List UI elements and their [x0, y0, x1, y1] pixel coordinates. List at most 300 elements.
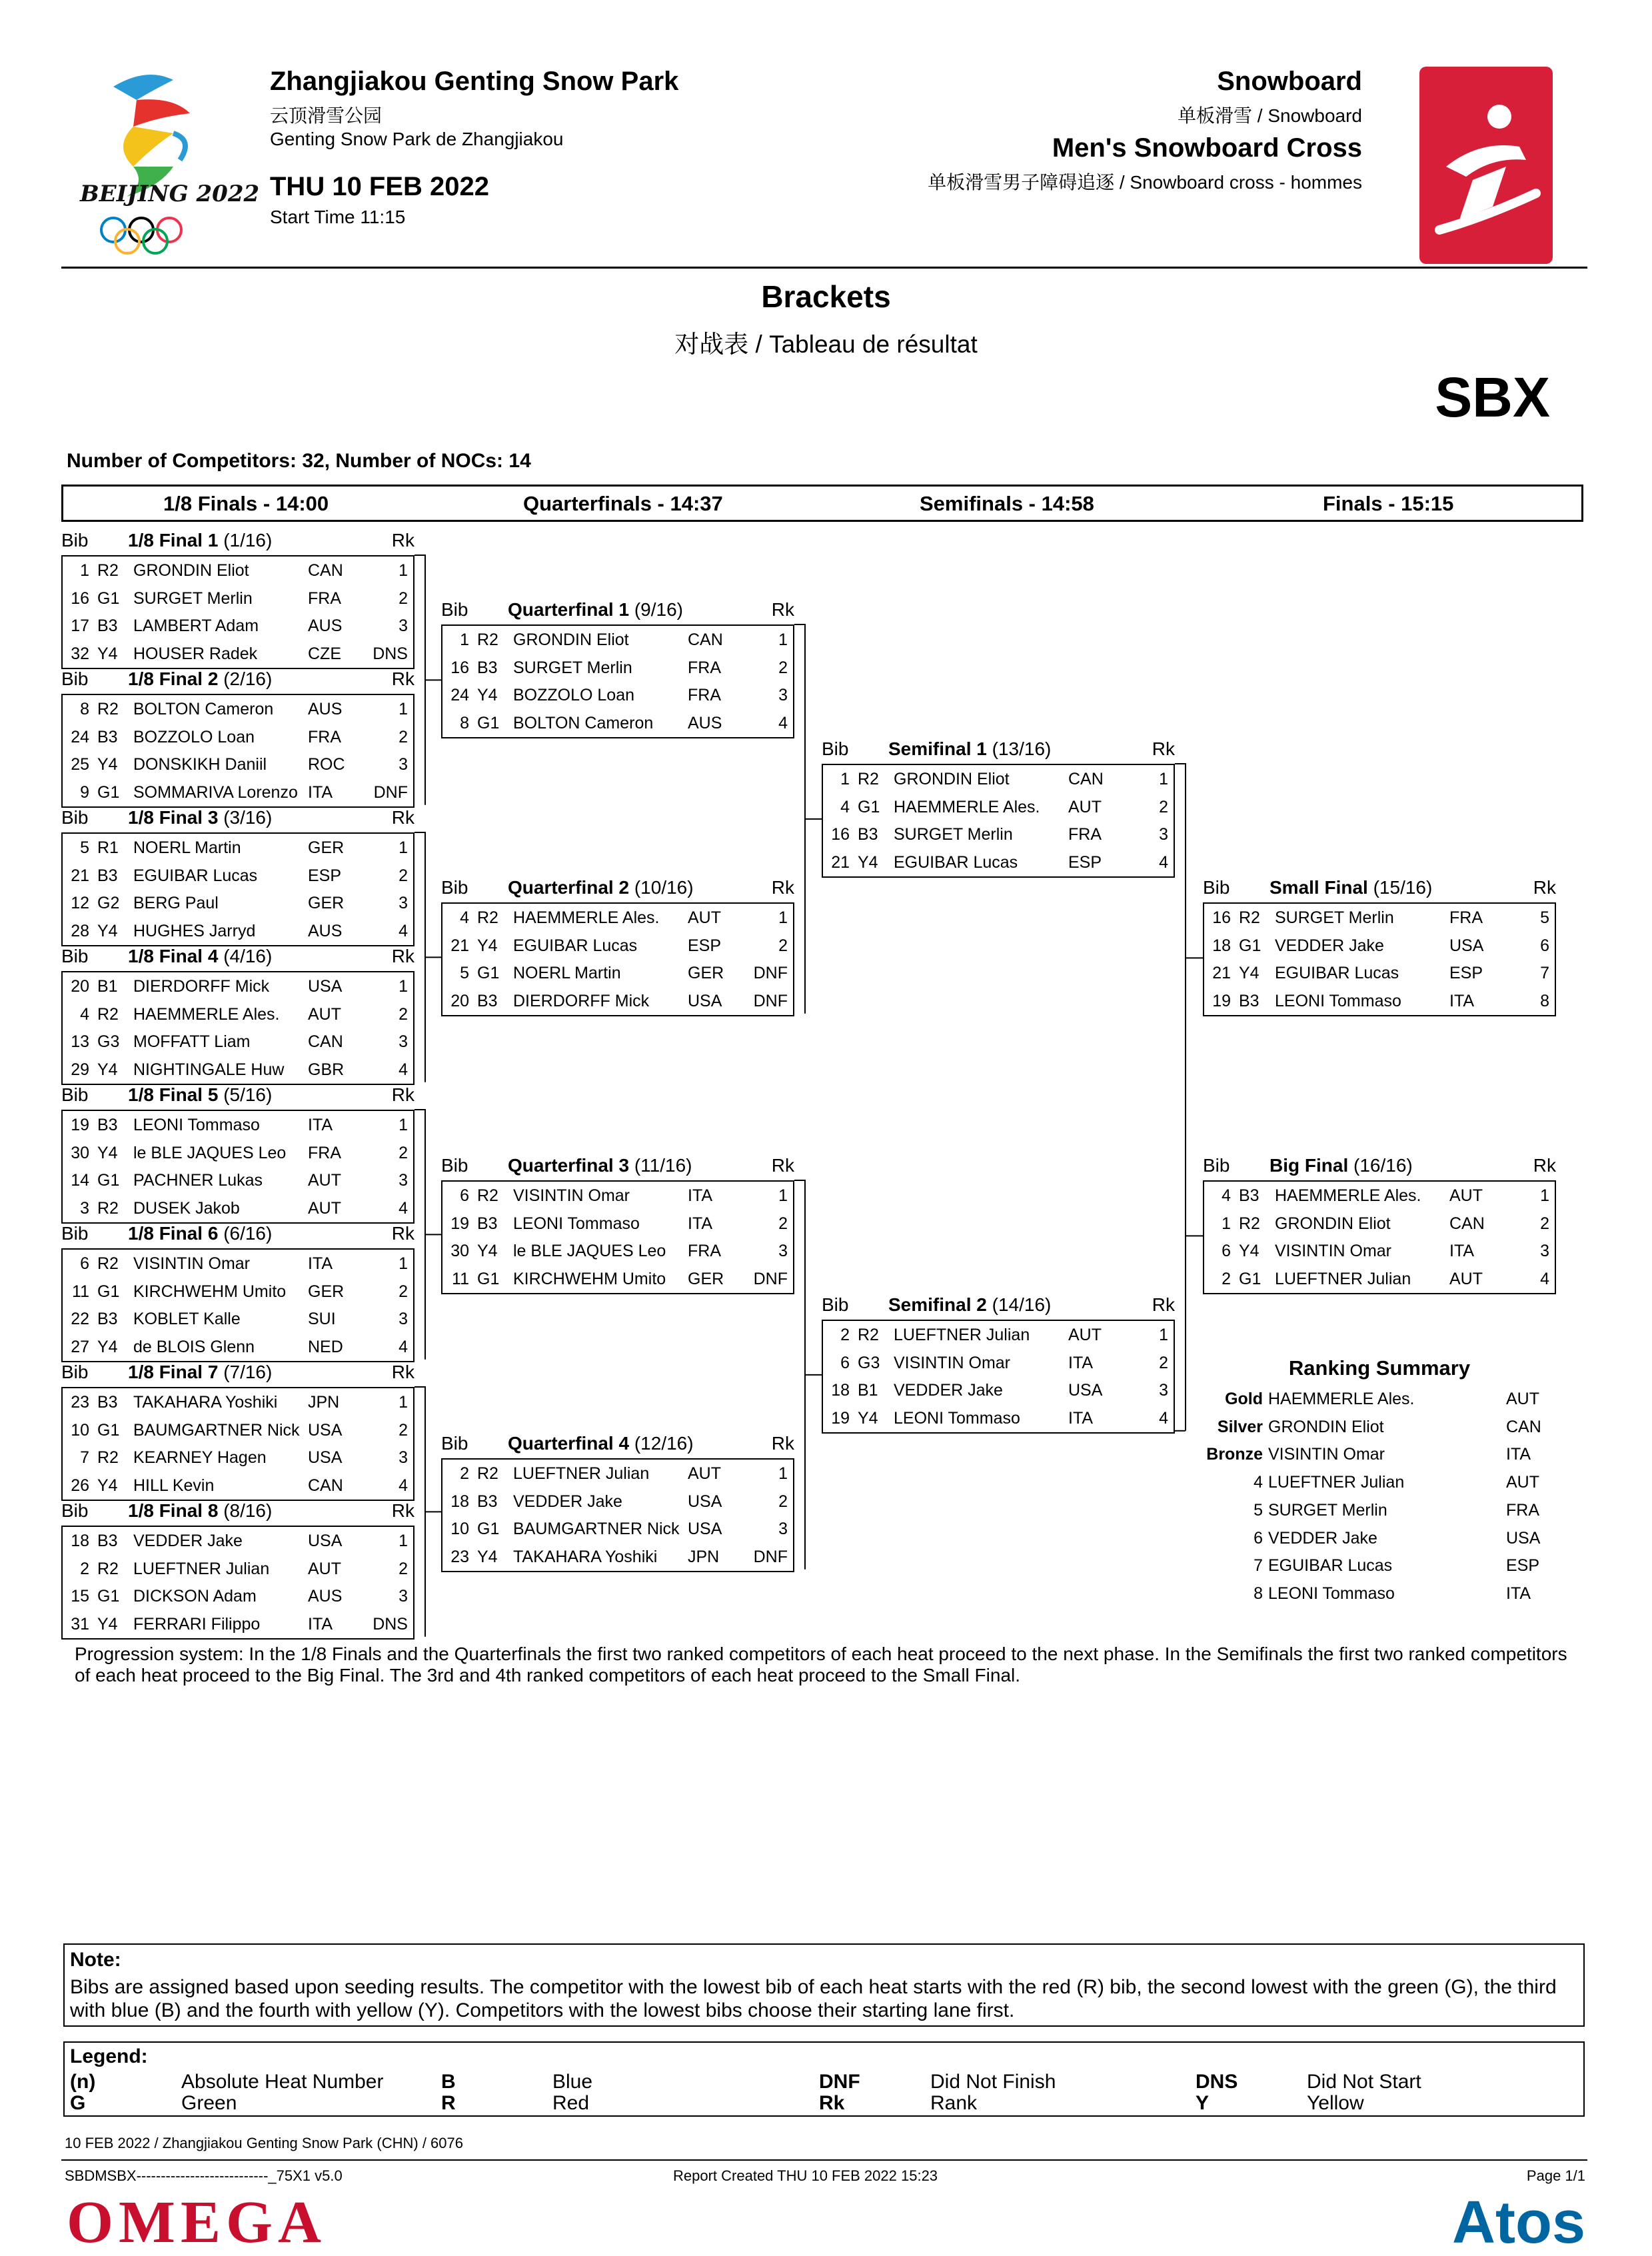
- rank: 3: [1540, 1242, 1549, 1261]
- noc: ITA: [1068, 1353, 1094, 1372]
- noc: AUT: [308, 1559, 341, 1578]
- competitor-row: [63, 695, 413, 723]
- heat-title: Semifinal 1 (13/16): [888, 738, 1052, 759]
- noc: AUT: [688, 1464, 721, 1483]
- bib-color: R2: [1239, 908, 1260, 927]
- bib: 8: [460, 714, 469, 733]
- athlete-name: HOUSER Radek: [133, 644, 258, 664]
- rank: 2: [778, 1492, 788, 1511]
- bib-color: B3: [477, 1214, 498, 1233]
- bib: 30: [71, 1143, 89, 1162]
- bib-color: G1: [97, 1171, 120, 1190]
- legend-box: [63, 2041, 1585, 2117]
- competitor-row: [63, 1555, 413, 1583]
- bib-color: R2: [477, 1186, 498, 1205]
- athlete-name: LEONI Tommaso: [1275, 992, 1401, 1011]
- bracket-connector: [414, 832, 425, 1082]
- athlete-name: VISINTIN Omar: [1275, 1242, 1392, 1261]
- athlete-name: TAKAHARA Yoshiki: [133, 1393, 278, 1412]
- bib-color: B3: [97, 616, 118, 636]
- heat-15: [1203, 874, 1556, 1016]
- athlete-name: GRONDIN Eliot: [513, 630, 629, 649]
- bracket-connector: [1175, 764, 1186, 1431]
- bib: 19: [450, 1214, 469, 1233]
- noc: FRA: [308, 588, 341, 608]
- bib: 6: [1222, 1242, 1231, 1261]
- ranking-noc: FRA: [1506, 1500, 1539, 1520]
- bib-color: G1: [1239, 1270, 1261, 1289]
- noc: AUT: [308, 1171, 341, 1190]
- event-date: THU 10 FEB 2022: [270, 172, 490, 201]
- competitor-row: [63, 584, 413, 612]
- phase-finals: Finals - 15:15: [1323, 492, 1454, 515]
- noc: ITA: [1068, 1409, 1094, 1428]
- ranking-athlete: VISINTIN Omar: [1268, 1445, 1385, 1464]
- rank: 5: [1540, 908, 1549, 927]
- bib-color: B1: [97, 977, 118, 996]
- bib-color: Y4: [97, 1143, 118, 1162]
- bib-color: R2: [97, 1004, 119, 1024]
- athlete-name: GRONDIN Eliot: [894, 770, 1010, 788]
- athlete-name: LUEFTNER Julian: [513, 1464, 650, 1483]
- bib-color: G3: [97, 1032, 120, 1052]
- competitor-row: [442, 904, 793, 932]
- bib: 1: [840, 770, 850, 788]
- heat-number: (16/16): [1353, 1155, 1413, 1176]
- competitor-row: [1204, 959, 1555, 987]
- noc: SUI: [308, 1310, 336, 1329]
- competitor-row: [823, 820, 1174, 848]
- bib: 4: [460, 908, 469, 927]
- bib-color: G1: [97, 1420, 120, 1440]
- noc: FRA: [308, 1143, 341, 1162]
- bib: 16: [450, 658, 469, 677]
- heat-10: [441, 874, 794, 1016]
- bib-color: Y4: [97, 755, 118, 774]
- bib-color: R2: [97, 1559, 119, 1578]
- athlete-name: SURGET Merlin: [513, 658, 632, 677]
- phase-semifinals: Semifinals - 14:58: [920, 492, 1094, 515]
- bib-color: G1: [97, 783, 120, 802]
- rank: 6: [1540, 936, 1549, 955]
- noc: CAN: [308, 1476, 343, 1496]
- noc: ITA: [308, 783, 333, 802]
- rank: 1: [778, 630, 788, 649]
- omega-logo: OMEGA: [67, 2189, 327, 2255]
- noc: JPN: [688, 1548, 720, 1567]
- rank: 2: [778, 936, 788, 955]
- rank: 2: [1159, 797, 1168, 816]
- rank: 8: [1540, 992, 1549, 1011]
- ranking-place: Bronze: [1206, 1445, 1263, 1464]
- bib-color: Y4: [97, 922, 118, 941]
- bib-color: R2: [477, 1464, 498, 1483]
- competitor-row: [442, 1182, 793, 1210]
- competitor-row: [63, 1416, 413, 1444]
- rank-header: Rk: [1152, 738, 1175, 759]
- rank: 2: [399, 1282, 408, 1301]
- bib-color: R2: [858, 1326, 879, 1344]
- rank: 1: [399, 700, 408, 718]
- bib: 21: [71, 866, 89, 885]
- competitor-row: [63, 640, 413, 668]
- noc: AUT: [1068, 1326, 1102, 1344]
- legend-key: DNS: [1196, 2071, 1238, 2093]
- bib: 22: [71, 1310, 89, 1329]
- bib-color: R2: [477, 908, 498, 927]
- bib-color: B3: [97, 1532, 118, 1550]
- competitor-row: [63, 1194, 413, 1222]
- footer-info: 10 FEB 2022 / Zhangjiakou Genting Snow Park (CHN) / 6076: [65, 2135, 463, 2151]
- noc: USA: [688, 1492, 722, 1511]
- athlete-name: BERG Paul: [133, 894, 219, 913]
- heat-title: Small Final (15/16): [1269, 877, 1433, 898]
- competitor-row: [823, 1349, 1174, 1377]
- heat-number: (11/16): [634, 1155, 692, 1176]
- noc: AUT: [1449, 1186, 1483, 1205]
- competitor-row: [442, 1488, 793, 1516]
- bib-color: Y4: [1239, 964, 1259, 983]
- ranking-place: 7: [1253, 1556, 1263, 1576]
- rank: 1: [778, 908, 788, 927]
- competitor-row: [442, 626, 793, 654]
- bib: 7: [80, 1448, 89, 1468]
- competitor-row: [442, 681, 793, 709]
- heat-number: (3/16): [223, 807, 273, 828]
- bib-header: Bib: [61, 1084, 89, 1105]
- bib: 18: [1212, 936, 1231, 955]
- rank: 1: [1540, 1186, 1549, 1205]
- ranking-athlete: HAEMMERLE Ales.: [1268, 1390, 1415, 1408]
- noc: FRA: [1449, 908, 1483, 927]
- noc: GER: [688, 964, 724, 983]
- competitor-row: [63, 557, 413, 584]
- rank: 2: [778, 1214, 788, 1233]
- heat-number: (4/16): [223, 946, 273, 966]
- ranking-athlete: LEONI Tommaso: [1268, 1584, 1395, 1603]
- athlete-name: VISINTIN Omar: [894, 1353, 1011, 1372]
- bib-color: B3: [858, 825, 878, 844]
- noc: FRA: [1068, 825, 1102, 844]
- bib-color: G2: [97, 894, 120, 913]
- rank-header: Rk: [771, 1155, 794, 1176]
- heat-6: [61, 1220, 414, 1362]
- heat-number: (6/16): [223, 1223, 273, 1244]
- bib-header: Bib: [1203, 877, 1230, 898]
- bib-header: Bib: [61, 1362, 89, 1382]
- competitor-row: [63, 1056, 413, 1084]
- heat-5: [61, 1082, 414, 1224]
- heat-number: (1/16): [223, 530, 273, 551]
- venue-name-zh: 云顶滑雪公园: [270, 105, 383, 126]
- rank: 2: [1540, 1214, 1549, 1233]
- athlete-name: NOERL Martin: [133, 838, 241, 857]
- noc: ITA: [308, 1254, 333, 1273]
- athlete-name: LAMBERT Adam: [133, 616, 259, 636]
- bib-header: Bib: [822, 738, 849, 759]
- rank: 7: [1540, 964, 1549, 983]
- bib: 2: [840, 1326, 850, 1344]
- bib-color: G1: [477, 1520, 500, 1539]
- athlete-name: HAEMMERLE Ales.: [894, 797, 1040, 816]
- page-subtitle: 对战表 / Tableau de résultat: [674, 331, 978, 358]
- noc: CAN: [1068, 770, 1104, 788]
- bib-color: Y4: [858, 853, 878, 872]
- athlete-name: DIERDORFF Mick: [513, 992, 650, 1011]
- ranking-place: 8: [1253, 1584, 1263, 1603]
- competitor-row: [63, 1527, 413, 1555]
- bib: 9: [80, 783, 89, 802]
- bib: 3: [80, 1199, 89, 1218]
- noc: FRA: [308, 727, 341, 746]
- rank: 4: [399, 1199, 408, 1218]
- competitor-row: [63, 1028, 413, 1056]
- noc: USA: [688, 1520, 722, 1539]
- athlete-name: VEDDER Jake: [133, 1532, 243, 1550]
- noc: AUS: [688, 714, 722, 733]
- heat-7: [61, 1359, 414, 1501]
- bib-color: B1: [858, 1381, 878, 1400]
- rank: 3: [399, 1587, 408, 1606]
- heat-title: Quarterfinal 4 (12/16): [508, 1433, 694, 1454]
- heat-4: [61, 943, 414, 1085]
- ranking-noc: AUT: [1506, 1390, 1539, 1408]
- rank: 4: [1159, 853, 1168, 872]
- competitor-row: [63, 1166, 413, 1194]
- bib: 24: [71, 727, 89, 746]
- bib-header: Bib: [61, 668, 89, 689]
- rank-header: Rk: [1152, 1294, 1175, 1315]
- bib-color: G1: [97, 588, 120, 608]
- bib: 11: [72, 1282, 89, 1301]
- bib-color: R2: [97, 1254, 119, 1273]
- heat-title: 1/8 Final 3 (3/16): [128, 807, 273, 828]
- rank: 1: [399, 1254, 408, 1273]
- rank: DNF: [753, 1548, 788, 1567]
- venue-name: Zhangjiakou Genting Snow Park: [270, 67, 679, 96]
- bib: 16: [831, 825, 850, 844]
- rank: 3: [399, 1032, 408, 1052]
- rank: 2: [399, 1004, 408, 1024]
- rank-header: Rk: [391, 1223, 414, 1244]
- footer-code: SBDMSBX---------------------------_75X1 v5.0: [65, 2167, 343, 2184]
- legend-value: Green: [181, 2092, 237, 2114]
- athlete-name: DONSKIKH Daniil: [133, 755, 267, 774]
- noc: FRA: [688, 658, 721, 677]
- athlete-name: FERRARI Filippo: [133, 1615, 261, 1634]
- bracket-connector: [414, 1387, 425, 1637]
- noc: USA: [1068, 1381, 1103, 1400]
- noc: ESP: [1449, 964, 1483, 983]
- competitor-row: [823, 765, 1174, 793]
- rank-header: Rk: [391, 530, 414, 551]
- heat-title: 1/8 Final 5 (5/16): [128, 1084, 273, 1105]
- bib-color: Y4: [97, 1615, 118, 1634]
- bib: 15: [71, 1587, 89, 1606]
- competitor-row: [442, 1515, 793, 1543]
- competitor-row: [63, 1139, 413, 1167]
- legend-title: Legend:: [70, 2045, 148, 2067]
- athlete-name: GRONDIN Eliot: [1275, 1214, 1391, 1233]
- bib: 23: [450, 1548, 469, 1567]
- bib: 1: [460, 630, 469, 649]
- bib: 23: [71, 1393, 89, 1412]
- bib: 20: [71, 977, 89, 996]
- athlete-name: HILL Kevin: [133, 1476, 215, 1496]
- heat-11: [441, 1152, 794, 1294]
- competitor-row: [1204, 1182, 1555, 1210]
- rank: 1: [1159, 770, 1168, 788]
- bib-color: G1: [477, 714, 500, 733]
- rank: 3: [1159, 825, 1168, 844]
- competitor-row: [63, 972, 413, 1000]
- rank: DNF: [753, 992, 788, 1011]
- competitor-row: [442, 959, 793, 987]
- heat-title: 1/8 Final 2 (2/16): [128, 668, 273, 689]
- heat-number: (9/16): [634, 599, 683, 620]
- rank: 2: [778, 658, 788, 677]
- ranking-row: [1206, 1390, 1579, 1418]
- rank-header: Rk: [391, 1362, 414, 1382]
- competitor-row: [63, 1444, 413, 1472]
- rank: 3: [399, 755, 408, 774]
- athlete-name: SOMMARIVA Lorenzo: [133, 783, 298, 802]
- athlete-name: KEARNEY Hagen: [133, 1448, 267, 1468]
- bib: 30: [450, 1242, 469, 1261]
- bib-color: B3: [97, 727, 118, 746]
- competitor-row: [1204, 932, 1555, 960]
- competitor-row: [63, 1333, 413, 1361]
- rank: 4: [399, 922, 408, 941]
- rank-header: Rk: [771, 877, 794, 898]
- phase-quarterfinals: Quarterfinals - 14:37: [523, 492, 723, 515]
- heat-number: (2/16): [223, 668, 273, 689]
- legend-value: Did Not Start: [1307, 2071, 1421, 2093]
- bib-color: G1: [477, 964, 500, 983]
- heat-title: 1/8 Final 7 (7/16): [128, 1362, 273, 1382]
- rank: 2: [399, 1420, 408, 1440]
- bib: 1: [80, 561, 89, 580]
- bib: 32: [71, 644, 89, 664]
- athlete-name: le BLE JAQUES Leo: [133, 1143, 287, 1162]
- heat-1: [61, 527, 414, 669]
- competitor-row: [1204, 987, 1555, 1015]
- bracket-connector: [794, 1180, 805, 1570]
- noc: USA: [308, 977, 343, 996]
- ranking-row: [1206, 1584, 1579, 1612]
- bib-color: G1: [97, 1282, 120, 1301]
- rank: 1: [399, 1532, 408, 1550]
- heat-title: 1/8 Final 1 (1/16): [128, 530, 273, 551]
- bib-header: Bib: [61, 946, 89, 966]
- ranking-row: [1206, 1473, 1579, 1501]
- rank: 4: [399, 1338, 408, 1357]
- bib: 12: [71, 894, 89, 913]
- noc: USA: [1449, 936, 1484, 955]
- bib-color: Y4: [477, 1548, 498, 1567]
- bib: 18: [71, 1532, 89, 1550]
- noc: AUT: [688, 908, 721, 927]
- competitor-row: [63, 612, 413, 640]
- bib-color: G1: [477, 1270, 500, 1289]
- heat-title: Big Final (16/16): [1269, 1155, 1413, 1176]
- competitor-row: [63, 1278, 413, 1306]
- ranking-athlete: EGUIBAR Lucas: [1268, 1556, 1393, 1576]
- competitor-row: [63, 1610, 413, 1638]
- athlete-name: LEONI Tommaso: [513, 1214, 640, 1233]
- noc: ESP: [688, 936, 722, 955]
- heat-number: (5/16): [223, 1084, 273, 1105]
- rank: 1: [778, 1464, 788, 1483]
- heat-title: 1/8 Final 4 (4/16): [128, 946, 273, 966]
- competitor-row: [63, 1305, 413, 1333]
- athlete-name: DUSEK Jakob: [133, 1199, 240, 1218]
- discipline-code: SBX: [1435, 366, 1550, 429]
- bib: 1: [1222, 1214, 1231, 1233]
- sport-subtitle: 单板滑雪 / Snowboard: [1178, 105, 1362, 126]
- ranking-row: [1206, 1556, 1579, 1584]
- athlete-name: SURGET Merlin: [894, 825, 1013, 844]
- athlete-name: KIRCHWEHM Umito: [513, 1270, 666, 1289]
- bib-color: R1: [97, 838, 119, 857]
- heat-9: [441, 596, 794, 738]
- competitor-row: [823, 848, 1174, 876]
- bib: 28: [71, 922, 89, 941]
- athlete-name: VISINTIN Omar: [513, 1186, 630, 1205]
- heat-12: [441, 1430, 794, 1572]
- ranking-place: Silver: [1217, 1417, 1263, 1436]
- athlete-name: HAEMMERLE Ales.: [513, 908, 660, 927]
- heat-title: Quarterfinal 3 (11/16): [508, 1155, 692, 1176]
- heat-number: (13/16): [992, 738, 1052, 759]
- noc: AUS: [308, 922, 343, 941]
- bib: 2: [1222, 1270, 1231, 1289]
- athlete-name: NOERL Martin: [513, 964, 621, 983]
- bib: 17: [71, 616, 89, 636]
- note-box: [63, 1943, 1585, 2027]
- legend-key: G: [70, 2092, 86, 2114]
- competitor-row: [63, 889, 413, 917]
- noc: ITA: [308, 1615, 333, 1634]
- rank: 1: [399, 1116, 408, 1134]
- rank: 1: [778, 1186, 788, 1205]
- bib: 31: [71, 1615, 89, 1634]
- competitor-row: [63, 1388, 413, 1416]
- noc: ITA: [688, 1214, 713, 1233]
- bib: 21: [1212, 964, 1231, 983]
- bib: 27: [71, 1338, 89, 1357]
- event-subtitle: 单板滑雪男子障碍追逐 / Snowboard cross - hommes: [928, 172, 1362, 193]
- noc: AUS: [308, 616, 343, 636]
- bib: 21: [450, 936, 469, 955]
- ranking-row: [1206, 1445, 1579, 1473]
- bib: 2: [80, 1559, 89, 1578]
- bib: 5: [460, 964, 469, 983]
- rank-header: Rk: [1533, 1155, 1556, 1176]
- noc: FRA: [688, 1242, 721, 1261]
- bib: 26: [71, 1476, 89, 1496]
- bib: 11: [452, 1270, 469, 1289]
- bib: 5: [80, 838, 89, 857]
- athlete-name: de BLOIS Glenn: [133, 1338, 255, 1357]
- ranking-noc: ESP: [1506, 1556, 1540, 1576]
- noc: ESP: [1068, 853, 1102, 872]
- rank: 2: [399, 1143, 408, 1162]
- rank: 1: [399, 977, 408, 996]
- bib-color: Y4: [1239, 1242, 1259, 1261]
- bib-header: Bib: [61, 1500, 89, 1521]
- bib: 10: [450, 1520, 469, 1539]
